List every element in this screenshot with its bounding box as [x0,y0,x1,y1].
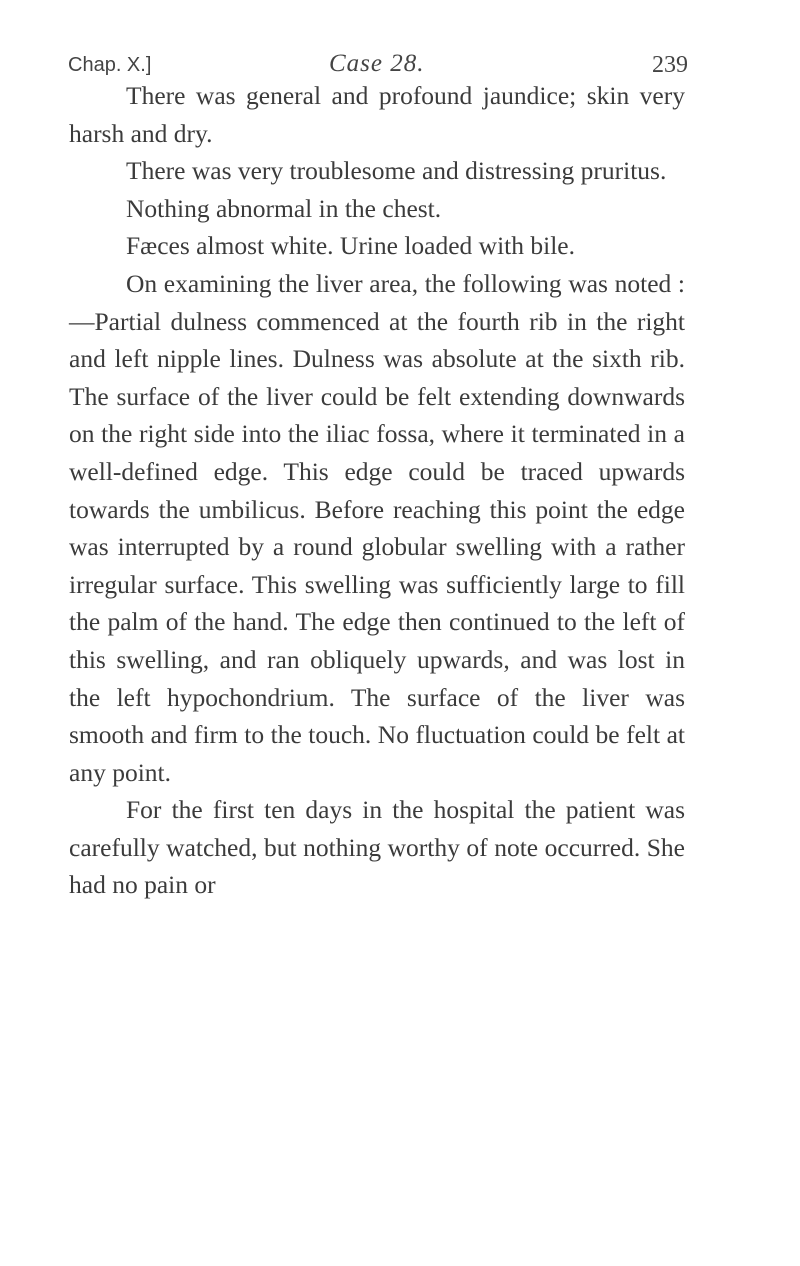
chapter-label: Chap. X.] [68,54,152,76]
body-text [69,77,685,904]
paragraph-jaundice: There was general and profound jaundice; skin very harsh and dry. [69,81,685,148]
paragraph-chest: Nothing abnormal in the chest. [126,193,442,223]
paragraph-faeces: Fæces almost white. Urine loaded with bile. [126,231,576,261]
paragraph-liver-exam: On examining the liver area, the following was noted :—Partial dulness commenced at the fourth rib in the right and left nipple lines. Dulness was absolute at the sixth rib. The surface of the liver could be felt extending downwards on the right side into the iliac fossa, where it terminated in a well-defined edge. This edge could be traced upwards towards the umbilicus. Before reaching this point the edge was interrupted by a round globular swelling with a rather irregular surface. This swelling was sufficiently large to fill the palm of the hand. The edge then continued to the left of this swelling, and ran obliquely upwards, and was lost in the left hypochondrium. The surface of the liver was smooth and firm to the touch. No fluctuation could be felt at any point. [69,268,685,787]
paragraph-first-ten-days: For the first ten days in the hospital the patient was carefully watched, but nothing worthy of note occurred. She had no pain or [69,795,685,900]
page-number: 239 [652,52,688,78]
paragraph-pruritus: There was very troublesome and distressing pruritus. [126,156,667,186]
case-title: Case 28. [329,50,425,77]
